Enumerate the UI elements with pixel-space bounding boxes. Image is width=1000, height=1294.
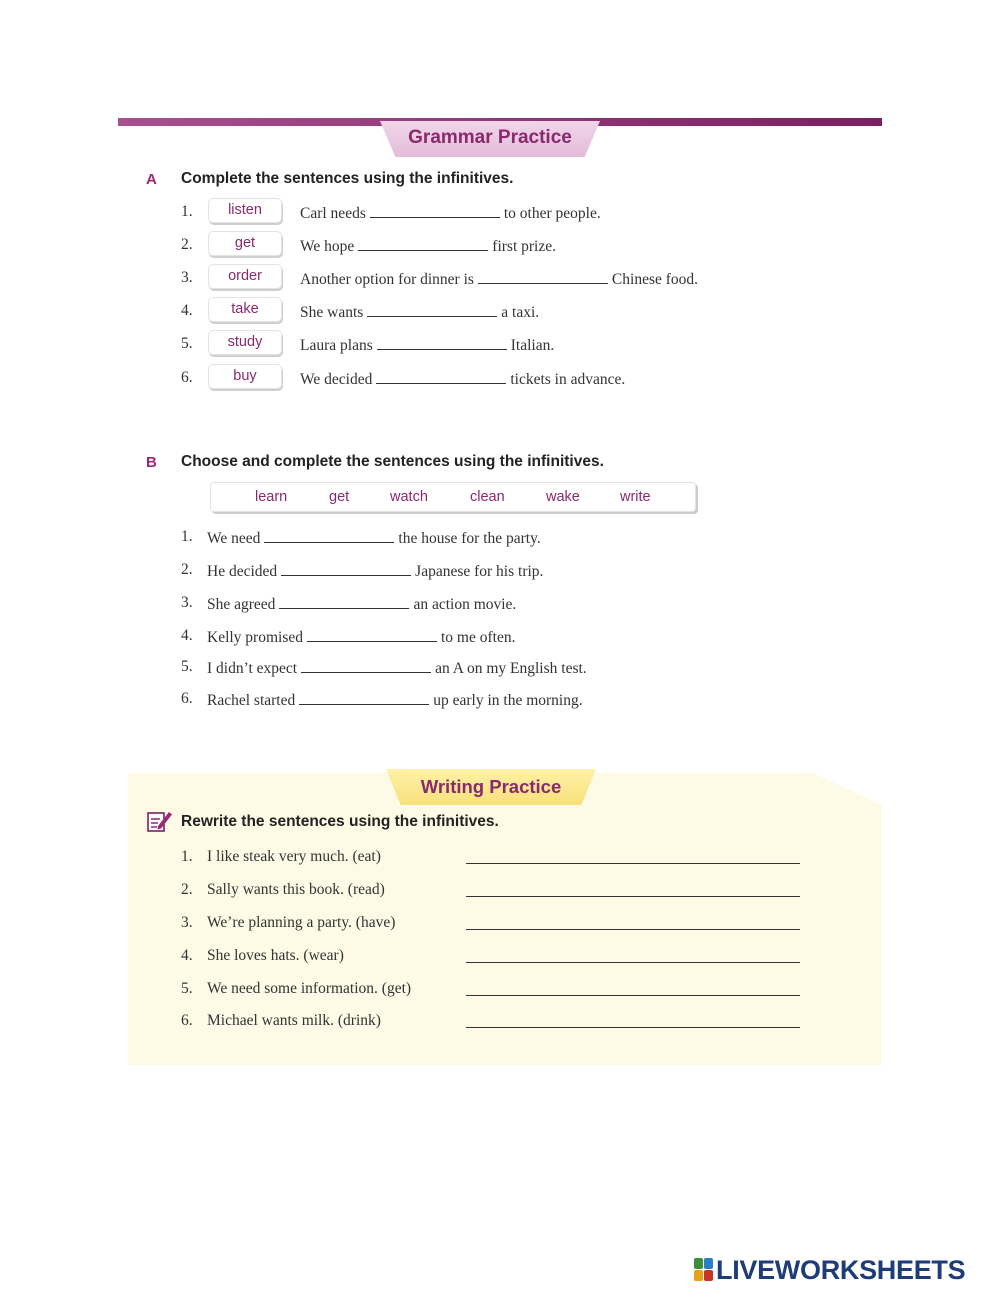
prompt-sentence: She loves hats. (wear): [207, 947, 344, 964]
answer-blank[interactable]: [307, 627, 437, 642]
item-number: 6.: [181, 690, 193, 707]
prompt-sentence: We’re planning a party. (have): [207, 914, 396, 931]
sentence-start: Rachel started: [207, 692, 296, 709]
grammar-title: Grammar Practice: [408, 127, 572, 148]
sentence-end: an A on my English test.: [435, 660, 587, 677]
verb-box: order: [208, 264, 282, 289]
sentence-start: We decided: [300, 371, 373, 388]
sentence-start: We need: [207, 530, 261, 547]
answer-blank[interactable]: [301, 658, 431, 673]
section-b-letter: B: [146, 454, 157, 471]
sentence-end: to other people.: [503, 205, 601, 222]
answer-blank[interactable]: [367, 302, 497, 317]
sentence-end: tickets in advance.: [510, 371, 626, 388]
word-bank: [210, 482, 696, 512]
sentence: [300, 203, 601, 223]
prompt-sentence: Michael wants milk. (drink): [207, 1012, 381, 1029]
sentence-end: Japanese for his trip.: [415, 563, 544, 580]
sentence-end: an action movie.: [413, 596, 517, 613]
section-a-letter: A: [146, 171, 157, 188]
item-number: 1.: [181, 848, 193, 865]
pencil-notepad-icon: [147, 809, 173, 833]
item-number: 6.: [181, 369, 193, 386]
sentence-end: a taxi.: [501, 304, 540, 321]
verb-box: get: [208, 231, 282, 256]
word-bank-item: wake: [546, 489, 580, 505]
answer-line[interactable]: [466, 929, 800, 930]
item-number: 4.: [181, 627, 193, 644]
prompt-sentence: Sally wants this book. (read): [207, 881, 385, 898]
sentence: [300, 269, 698, 289]
writing-title: Writing Practice: [420, 776, 562, 797]
section-b-instruction: Choose and complete the sentences using the infinitives.: [181, 453, 604, 470]
word-bank-item: learn: [255, 489, 288, 505]
sentence-end: to me often.: [441, 629, 516, 646]
sentence: [207, 528, 541, 548]
item-number: 3.: [181, 914, 193, 931]
sentence-end: the house for the party.: [398, 530, 541, 547]
item-number: 1.: [181, 203, 193, 220]
sentence-start: Carl needs: [300, 205, 366, 222]
answer-blank[interactable]: [264, 528, 394, 543]
item-number: 5.: [181, 658, 193, 675]
liveworksheets-logo: [694, 1255, 965, 1285]
item-number: 5.: [181, 335, 193, 352]
section-a-instruction: Complete the sentences using the infinitives.: [181, 170, 514, 187]
sentence-end: up early in the morning.: [433, 692, 583, 709]
sentence: [207, 658, 587, 678]
sentence-start: Another option for dinner is: [300, 271, 474, 288]
answer-line[interactable]: [466, 962, 800, 963]
item-number: 4.: [181, 302, 193, 319]
item-number: 5.: [181, 980, 193, 997]
word-bank-item: clean: [470, 489, 505, 505]
item-number: 6.: [181, 1012, 193, 1029]
logo-mark-icon: [694, 1258, 714, 1282]
sentence-start: He decided: [207, 563, 278, 580]
answer-blank[interactable]: [376, 369, 506, 384]
answer-blank[interactable]: [377, 335, 507, 350]
writing-instruction: Rewrite the sentences using the infinitives.: [181, 813, 499, 830]
item-number: 2.: [181, 561, 193, 578]
sentence: [300, 335, 554, 355]
sentence-end: Italian.: [510, 337, 555, 354]
sentence: [300, 369, 625, 389]
item-number: 3.: [181, 269, 193, 286]
sentence-end: Chinese food.: [611, 271, 699, 288]
sentence-start: Kelly promised: [207, 629, 303, 646]
answer-blank[interactable]: [358, 236, 488, 251]
sentence: [207, 627, 515, 647]
word-bank-item: get: [329, 489, 350, 505]
sentence: [207, 561, 543, 581]
verb-box: listen: [208, 198, 282, 223]
answer-line[interactable]: [466, 995, 800, 996]
item-number: 2.: [181, 881, 193, 898]
answer-blank[interactable]: [370, 203, 500, 218]
sentence: [300, 302, 539, 322]
answer-line[interactable]: [466, 896, 800, 897]
sentence-start: Laura plans: [300, 337, 373, 354]
sentence-start: We hope: [300, 238, 355, 255]
verb-box: take: [208, 297, 282, 322]
item-number: 1.: [181, 528, 193, 545]
sentence: [207, 594, 516, 614]
sentence-start: She agreed: [207, 596, 276, 613]
logo-text: LIVEWORKSHEETS: [716, 1254, 966, 1285]
verb-box: buy: [208, 364, 282, 389]
prompt-sentence: We need some information. (get): [207, 980, 412, 997]
answer-blank[interactable]: [279, 594, 409, 609]
sentence-start: She wants: [300, 304, 364, 321]
item-number: 3.: [181, 594, 193, 611]
sentence: [300, 236, 556, 256]
word-bank-item: watch: [390, 489, 428, 505]
sentence-end: first prize.: [492, 238, 556, 255]
sentence-start: I didn’t expect: [207, 660, 298, 677]
answer-line[interactable]: [466, 1027, 800, 1028]
prompt-sentence: I like steak very much. (eat): [207, 848, 381, 865]
sentence: [207, 690, 583, 710]
item-number: 2.: [181, 236, 193, 253]
verb-box: study: [208, 330, 282, 355]
answer-blank[interactable]: [299, 690, 429, 705]
answer-blank[interactable]: [478, 269, 608, 284]
answer-blank[interactable]: [281, 561, 411, 576]
word-bank-item: write: [620, 489, 651, 505]
item-number: 4.: [181, 947, 193, 964]
answer-line[interactable]: [466, 863, 800, 864]
